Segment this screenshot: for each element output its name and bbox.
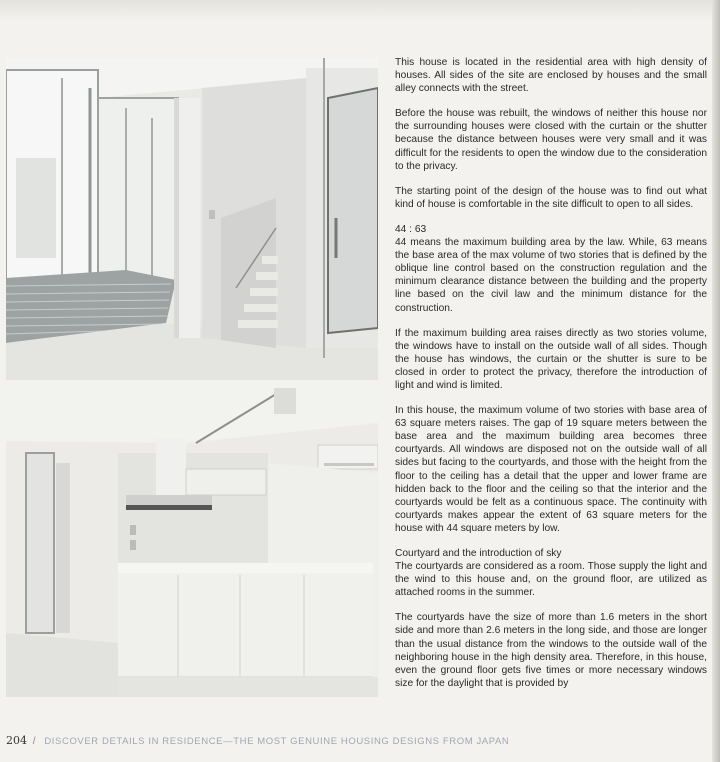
section-heading: 44 : 63: [395, 223, 427, 235]
page-number: 204: [6, 734, 27, 747]
article-paragraph: The courtyards have the size of more than 1.6 meters in the short side and more than 2.6 meters in the long side, and those are longer than the usual distance from the windows to the outside wall of the neighboring house in the high density area. Therefore, in this house, even the ground floor gets five times or more necessary windows size for the daylight that is provided by: [395, 612, 707, 689]
book-gutter-shadow: [712, 0, 720, 762]
courtyard-stair-illustration: [6, 58, 378, 380]
article-paragraph: 44 means the maximum building area by the law. While, 63 means the base area of the max volume of two stories that is defined by the oblique line control based on the construction regulation and the minimum clearance distance between the building and the property line based on the civil law and the minimum distance for the construction.: [395, 237, 707, 314]
page-footer: [6, 734, 706, 747]
running-title: DISCOVER DETAILS IN RESIDENCE—THE MOST GENUINE HOUSING DESIGNS FROM JAPAN: [44, 736, 510, 747]
article-paragraph: In this house, the maximum volume of two stories with base area of 63 square meters raises. The gap of 19 square meters between the base area and the maximum building area becomes three courtyards. All windows are disposed not on the outside wall of all sides but facing to the courtyards, and those with the height from the floor to the ceiling has a detail that the upper and lower frame are hidden back to the floor and the ceiling so that the interior and the courtyards would be felt as a continuous space. The continuity with courtyards makes appear the extent of 63 square meters for the house with 44 square meters by low.: [395, 405, 707, 534]
article-body: [395, 56, 707, 702]
article-paragraph: If the maximum building area raises directly as two stories volume, the windows have to install on the outside wall of all sides. Though the house has windows, the curtain or the shutter is sure to be closed in order to protect the privacy, therefore the introduction of light and wind is limited.: [395, 327, 707, 391]
article-paragraph: The courtyards are considered as a room. Those supply the light and the wind to this house and, on the ground floor, are utilized as attached rooms in the summer.: [395, 561, 707, 599]
photo-courtyard-stair: [6, 58, 378, 380]
article-paragraph: Before the house was rebuilt, the windows of neither this house nor the surrounding houses were closed with the curtain or the shutter because the distance between houses were very small and it was difficult for the residents to open the window due to the consideration to the privacy.: [395, 108, 707, 172]
photo-kitchen: [6, 383, 378, 697]
footer-separator: /: [32, 736, 36, 747]
page-top-shadow: [0, 0, 720, 22]
article-paragraph: This house is located in the residential area with high density of houses. All sides of the site are enclosed by houses and the small alley connects with the street.: [395, 57, 707, 95]
section-heading: Courtyard and the introduction of sky: [395, 548, 562, 559]
article-paragraph: The starting point of the design of the house was to find out what kind of house is comfortable in the site difficult to open to all sides.: [395, 185, 707, 210]
kitchen-illustration: [6, 383, 378, 697]
